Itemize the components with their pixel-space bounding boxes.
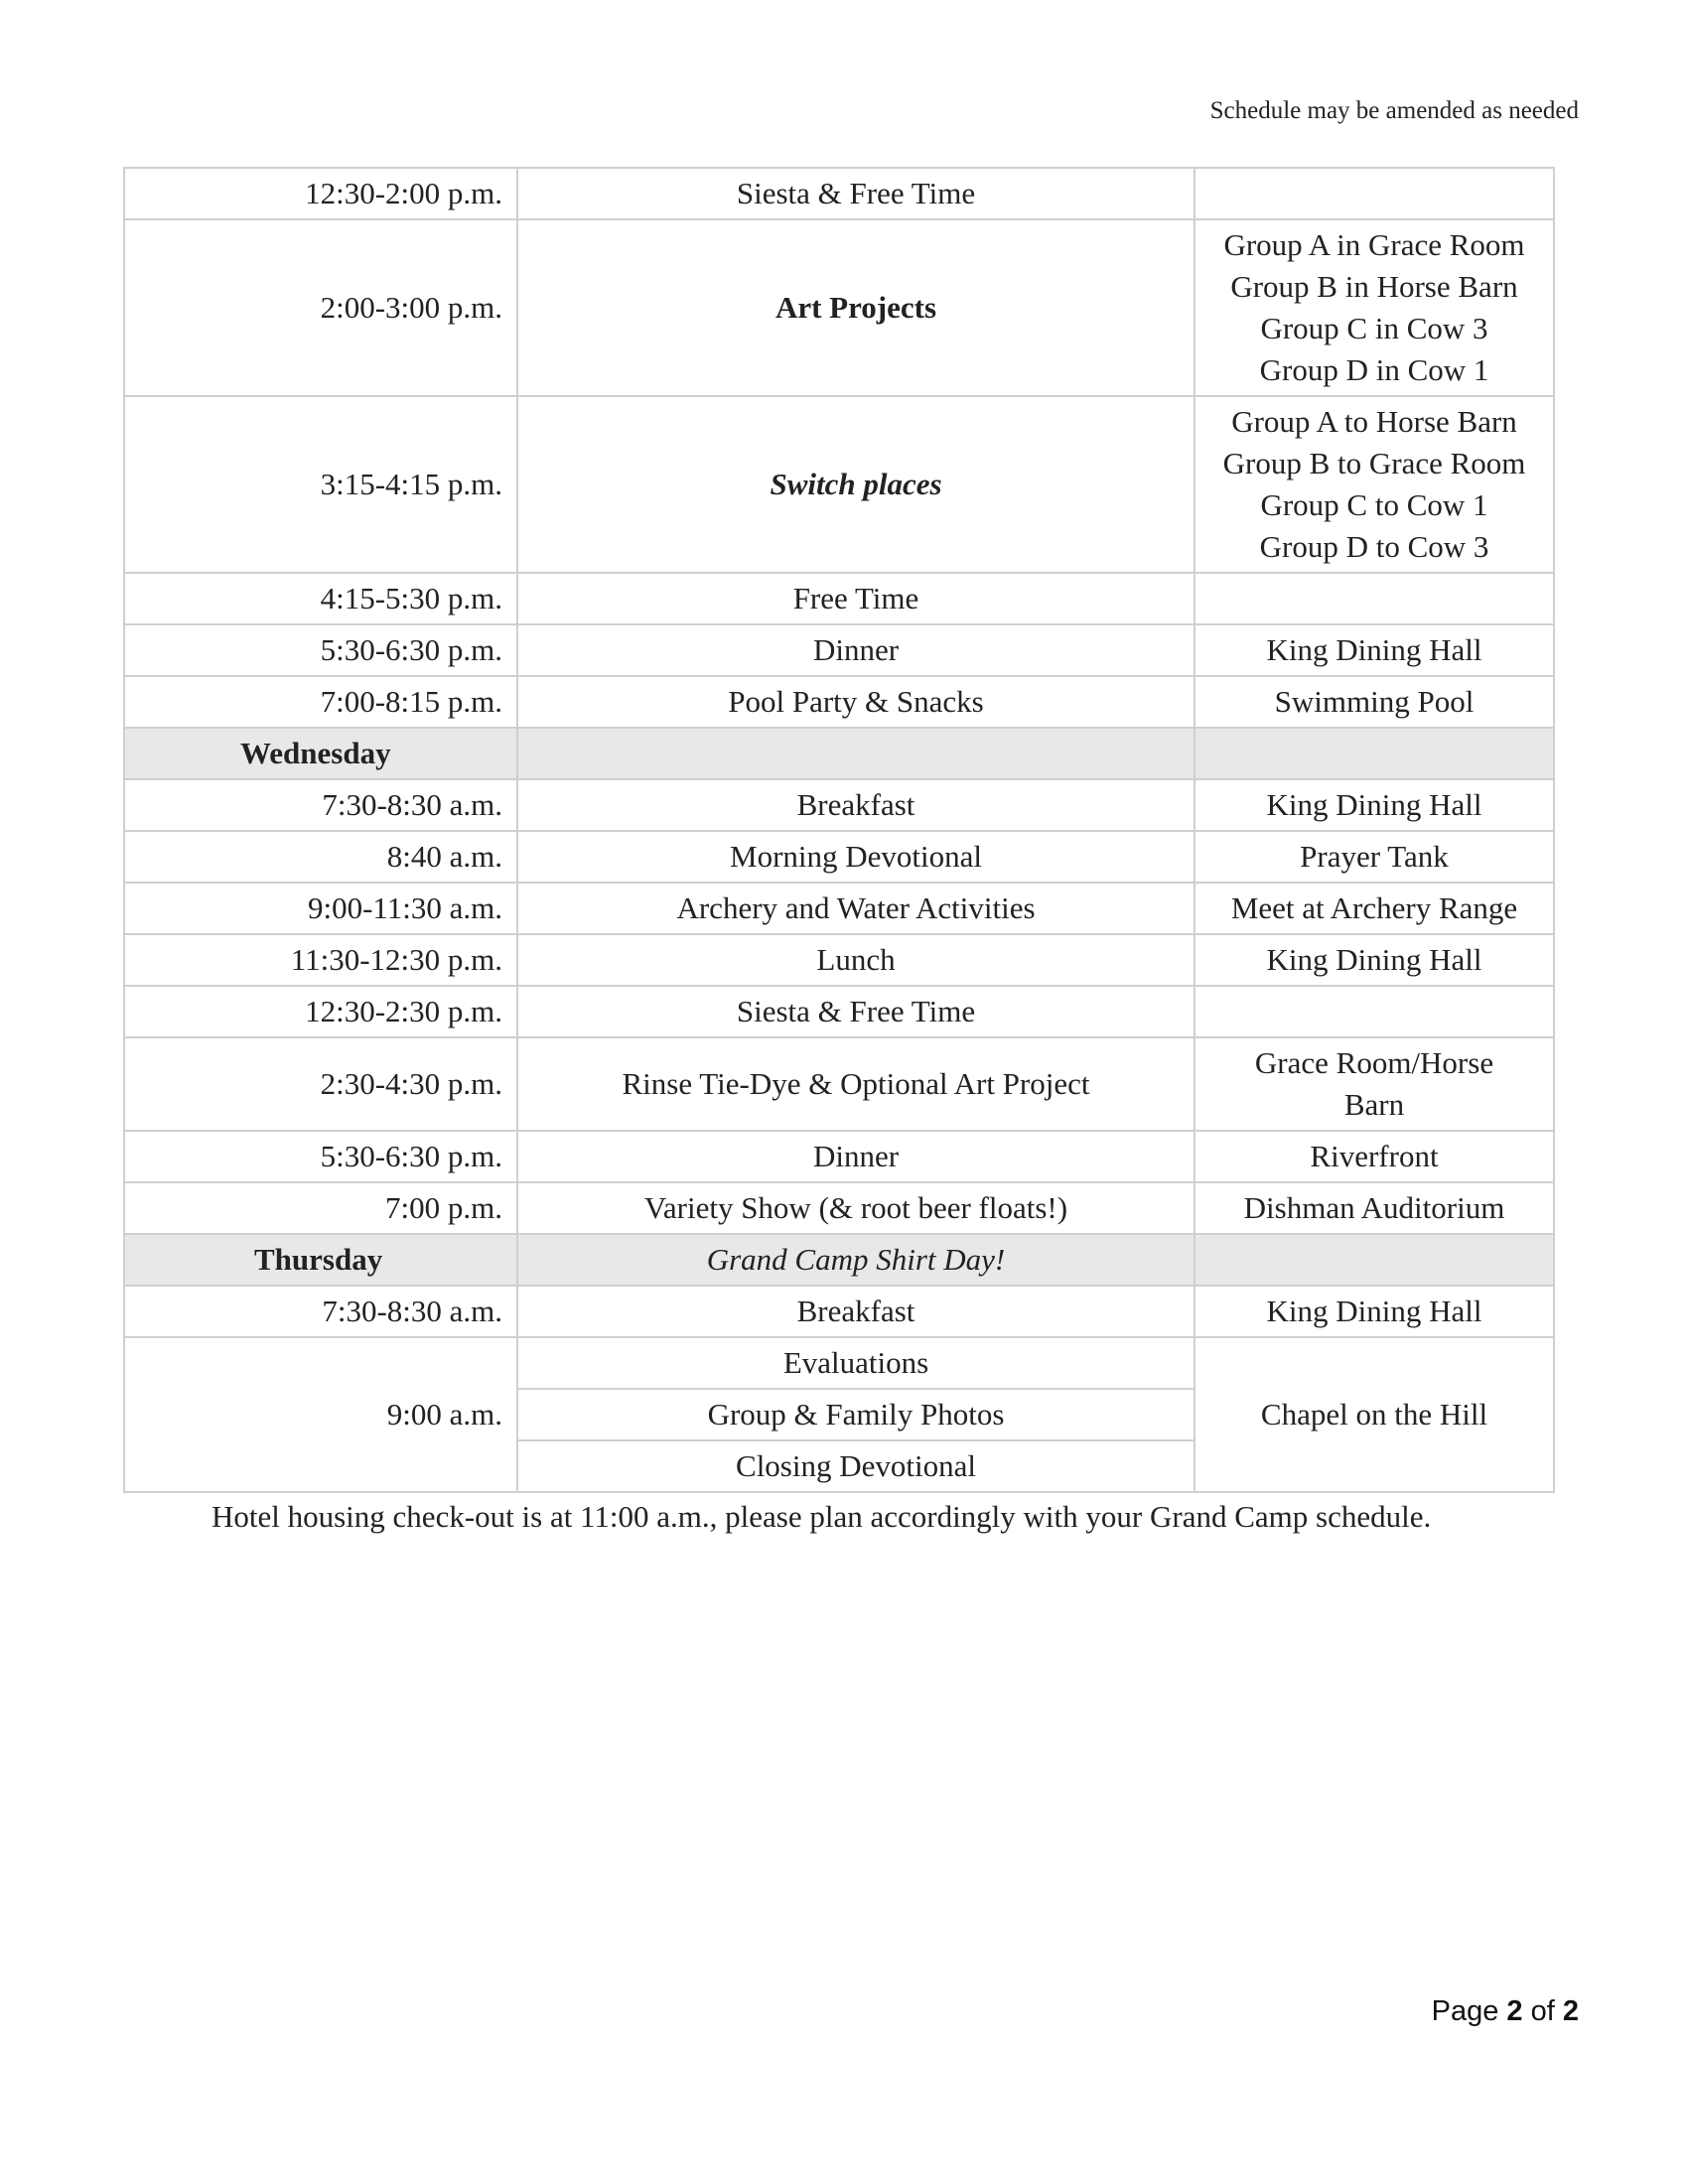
location-line: Group D to Cow 3 (1259, 529, 1489, 564)
location-cell: King Dining Hall (1195, 1286, 1554, 1337)
location-line: Group D in Cow 1 (1259, 352, 1489, 387)
activity-cell: Siesta & Free Time (517, 986, 1195, 1037)
location-line: Grace Room/Horse (1254, 1045, 1494, 1080)
location-cell (1195, 168, 1554, 219)
activity-cell: Group & Family Photos (517, 1389, 1195, 1440)
time-cell: 7:30-8:30 a.m. (124, 1286, 517, 1337)
activity-cell: Switch places (517, 396, 1195, 573)
time-cell: 2:00-3:00 p.m. (124, 219, 517, 396)
location-line: Group B in Horse Barn (1230, 269, 1518, 304)
time-cell: 11:30-12:30 p.m. (124, 934, 517, 986)
activity-cell: Art Projects (517, 219, 1195, 396)
table-row (124, 1037, 1554, 1131)
table-row (124, 573, 1554, 624)
activity-cell: Variety Show (& root beer floats!) (517, 1182, 1195, 1234)
location-line: Group C in Cow 3 (1260, 311, 1488, 345)
table-row (124, 986, 1554, 1037)
table-row (124, 779, 1554, 831)
location-cell: King Dining Hall (1195, 934, 1554, 986)
activity-cell: Breakfast (517, 1286, 1195, 1337)
location-cell: Meet at Archery Range (1195, 883, 1554, 934)
day-header-thursday (124, 1234, 1554, 1286)
time-cell: 12:30-2:00 p.m. (124, 168, 517, 219)
location-line: Barn (1343, 1087, 1405, 1122)
activity-cell: Pool Party & Snacks (517, 676, 1195, 728)
table-row (124, 168, 1554, 219)
header-note: Schedule may be amended as needed (1209, 97, 1579, 124)
activity-cell: Closing Devotional (517, 1440, 1195, 1492)
location-cell (1195, 1037, 1554, 1131)
location-cell: Swimming Pool (1195, 676, 1554, 728)
activity-cell: Siesta & Free Time (517, 168, 1195, 219)
table-row (124, 219, 1554, 396)
schedule-table (123, 167, 1555, 1493)
time-cell: 5:30-6:30 p.m. (124, 1131, 517, 1182)
activity-cell: Archery and Water Activities (517, 883, 1195, 934)
location-line: Group A to Horse Barn (1231, 404, 1517, 439)
page-of: of (1530, 1995, 1555, 2027)
time-cell: 7:00-8:15 p.m. (124, 676, 517, 728)
time-cell: 8:40 a.m. (124, 831, 517, 883)
location-line: Group C to Cow 1 (1260, 487, 1488, 522)
activity-cell: Rinse Tie-Dye & Optional Art Project (517, 1037, 1195, 1131)
activity-cell: Morning Devotional (517, 831, 1195, 883)
day-note: Grand Camp Shirt Day! (517, 1234, 1195, 1286)
page-total: 2 (1562, 1995, 1579, 2027)
day-name: Wednesday (124, 728, 517, 779)
activity-cell: Lunch (517, 934, 1195, 986)
table-row (124, 1286, 1554, 1337)
page-number (1432, 1995, 1579, 2028)
time-cell: 3:15-4:15 p.m. (124, 396, 517, 573)
location-cell (1195, 573, 1554, 624)
location-cell (1195, 986, 1554, 1037)
location-cell: King Dining Hall (1195, 624, 1554, 676)
table-row (124, 624, 1554, 676)
location-cell (1195, 396, 1554, 573)
table-row (124, 1337, 1554, 1389)
table-row (124, 934, 1554, 986)
time-cell: 4:15-5:30 p.m. (124, 573, 517, 624)
table-row (124, 883, 1554, 934)
activity-cell: Free Time (517, 573, 1195, 624)
location-cell: Prayer Tank (1195, 831, 1554, 883)
location-line: Group A in Grace Room (1223, 227, 1525, 262)
location-cell: Chapel on the Hill (1195, 1337, 1554, 1492)
activity-cell: Dinner (517, 624, 1195, 676)
time-cell: 7:30-8:30 a.m. (124, 779, 517, 831)
location-cell: King Dining Hall (1195, 779, 1554, 831)
activity-cell: Dinner (517, 1131, 1195, 1182)
table-row (124, 831, 1554, 883)
time-cell: 9:00 a.m. (124, 1337, 517, 1492)
time-cell: 5:30-6:30 p.m. (124, 624, 517, 676)
table-row (124, 1182, 1554, 1234)
day-location (1195, 1234, 1554, 1286)
day-note (517, 728, 1195, 779)
location-line: Group B to Grace Room (1222, 446, 1526, 480)
time-cell: 12:30-2:30 p.m. (124, 986, 517, 1037)
activity-cell: Breakfast (517, 779, 1195, 831)
day-location (1195, 728, 1554, 779)
day-header-wednesday (124, 728, 1554, 779)
page-prefix: Page (1431, 1995, 1499, 2027)
location-cell: Riverfront (1195, 1131, 1554, 1182)
time-cell: 9:00-11:30 a.m. (124, 883, 517, 934)
table-row (124, 1131, 1554, 1182)
day-name: Thursday (124, 1234, 517, 1286)
footnote: Hotel housing check-out is at 11:00 a.m., please plan accordingly with your Grand Camp schedule. (211, 1499, 1432, 1534)
location-cell: Dishman Auditorium (1195, 1182, 1554, 1234)
location-cell (1195, 219, 1554, 396)
time-cell: 7:00 p.m. (124, 1182, 517, 1234)
page-current: 2 (1506, 1995, 1523, 2027)
time-cell: 2:30-4:30 p.m. (124, 1037, 517, 1131)
activity-cell: Evaluations (517, 1337, 1195, 1389)
table-row (124, 396, 1554, 573)
table-row (124, 676, 1554, 728)
